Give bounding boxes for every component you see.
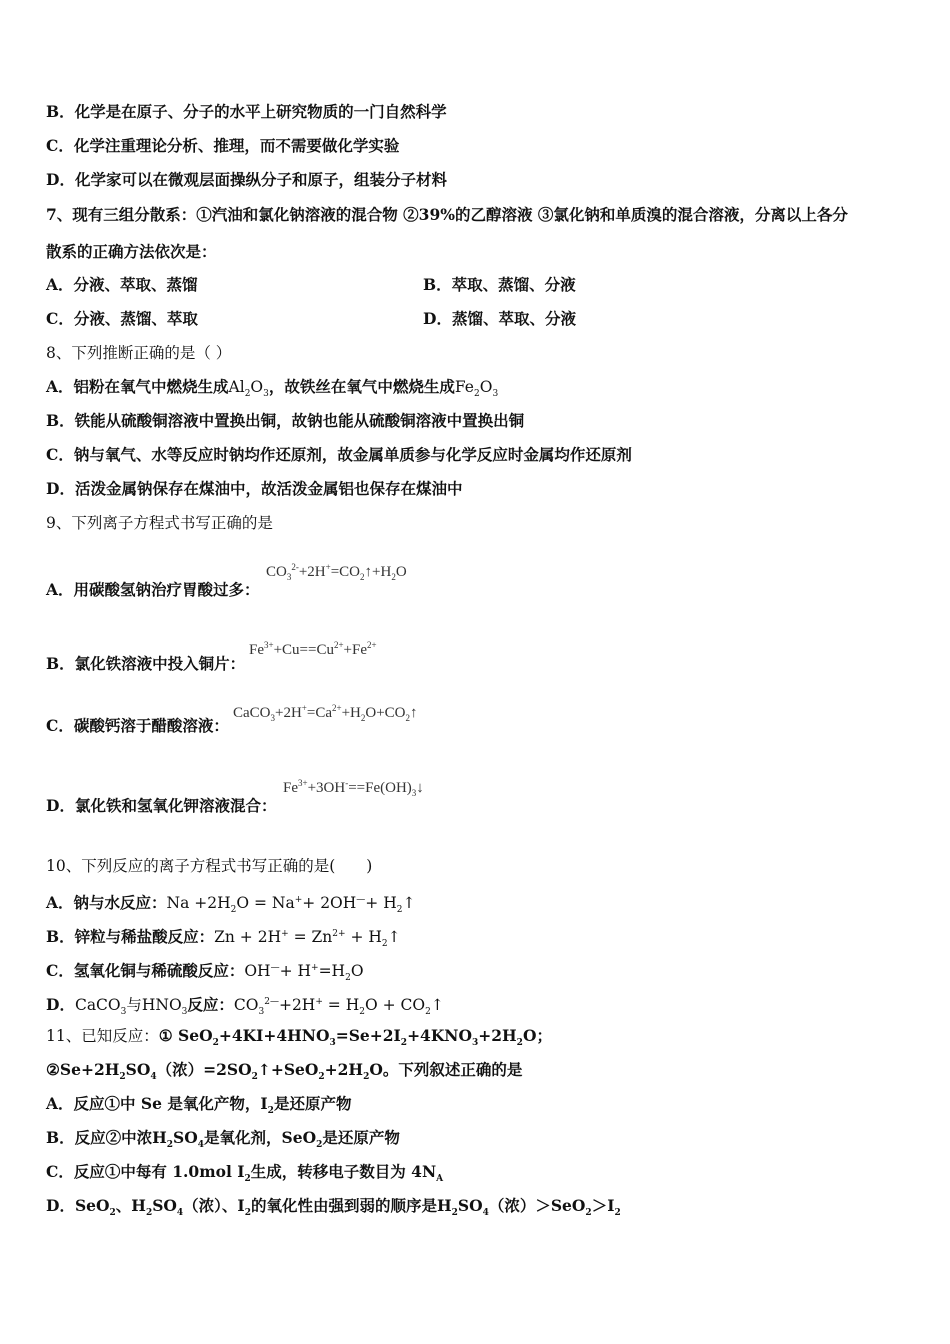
q7-options-row2 [46,309,906,329]
q10-option-a: A．钠与水反应：$Na +2H_2O = Na^++ 2OH^—+$ $H_2↑$ [46,893,416,916]
q7-option-d: D．蒸馏、萃取、分液 [423,309,576,328]
q9-stem: 9、下列离子方程式书写正确的是 [46,514,273,532]
q11-option-a: A．反应①中 Se 是氧化产物，$I_2$是还原产物 [46,1094,352,1117]
q8-option-d: D．活泼金属钠保存在煤油中，故活泼金属铝也保存在煤油中 [46,479,463,498]
q11-option-c: C．反应①中每有 1.0mol $I_2$生成，转移电子数目为 $4N_A$ [46,1162,444,1185]
q10-option-d: D．CaCO$_3$与$HNO_3$反应：$CO_3^{2—}+2H^+ = H_2O$ + $CO_2↑$ [46,995,444,1018]
q7-option-b: B．萃取、蒸馏、分液 [423,275,576,294]
q8-stem: 8、下列推断正确的是（ ） [46,344,232,362]
q9-option-b: B．氯化铁溶液中投入铜片： [46,654,246,673]
q6-option-b: B．化学是在原子、分子的水平上研究物质的一门自然科学 [46,102,447,121]
q9-formula-c: $CaCO_3+2H^+=Ca^{2+}+H_2O+CO_2↑$ [233,703,418,723]
q8-option-a: A．铝粉在氧气中燃烧生成$Al_2O_3$，故铁丝在氧气中燃烧生成$Fe_2O_3$ [46,377,499,400]
q7-option-a: A．分液、萃取、蒸馏 [46,275,198,294]
q7-stem-line1: 7、现有三组分散系：①汽油和氯化钠溶液的混合物 ②39%的乙醇溶液 ③氯化钠和单质溴的混合溶液，分离以上各分 [46,205,848,224]
q10-option-c: C．氢氧化铜与稀硫酸反应：$OH^—+ H^+=H_2O$ [46,961,364,984]
q9-option-a: A．用碳酸氢钠治疗胃酸过多： [46,580,260,599]
q6-option-c: C．化学注重理论分析、推理，而不需要做化学实验 [46,136,400,155]
q9-formula-a: $CO_3^{2-}+2H^+=CO_2↑+H_2O$ [266,562,407,582]
q8-option-b: B．铁能从硫酸铜溶液中置换出铜，故钠也能从硫酸铜溶液中置换出铜 [46,411,525,430]
q11-option-b: B．反应②中浓$H_2SO_4$是氧化剂，SeO$_2$是还原产物 [46,1128,400,1151]
q10-option-b: B．锌粒与稀盐酸反应：$Zn + 2H^+ = Zn^{2+}$ + $H_2↑$ [46,927,401,950]
q9-formula-b: $Fe^{3+}+Cu==Cu^{2+}+Fe^{2+}$ [249,640,377,658]
q7-options-row1 [46,275,906,295]
q10-stem: 10、下列反应的离子方程式书写正确的是( ) [46,857,373,875]
q7-stem-line2: 散系的正确方法依次是： [46,242,217,261]
q11-option-d: D．SeO$_2$、$H_2SO_4$（浓）、$I_2$的氧化性由强到弱的顺序是$H_2SO_4$（浓）$>SeO_2>I_2$ [46,1196,621,1219]
q9-formula-d: $Fe^{3+}+3OH^-==Fe(OH)_3↓$ [283,778,424,798]
q7-option-c: C．分液、蒸馏、萃取 [46,309,198,328]
q11-stem: 11、已知反应：① $SeO_2+4KI+4HNO_3=Se+2I_2+4KNO_3+2H_2O$； [46,1026,552,1049]
q8-option-c: C．钠与氧气、水等反应时钠均作还原剂，故金属单质参与化学反应时金属均作还原剂 [46,445,632,464]
q9-option-d: D．氯化铁和氢氧化钾溶液混合： [46,796,277,815]
q9-option-c: C．碳酸钙溶于醋酸溶液： [46,716,229,735]
q11-stem-line2: $②Se+2H_2SO_4$（浓）$=2SO_2↑+SeO_2+2H_2O$。下列叙述正确的是 [46,1060,523,1083]
q6-option-d: D．化学家可以在微观层面操纵分子和原子，组装分子材料 [46,170,447,189]
